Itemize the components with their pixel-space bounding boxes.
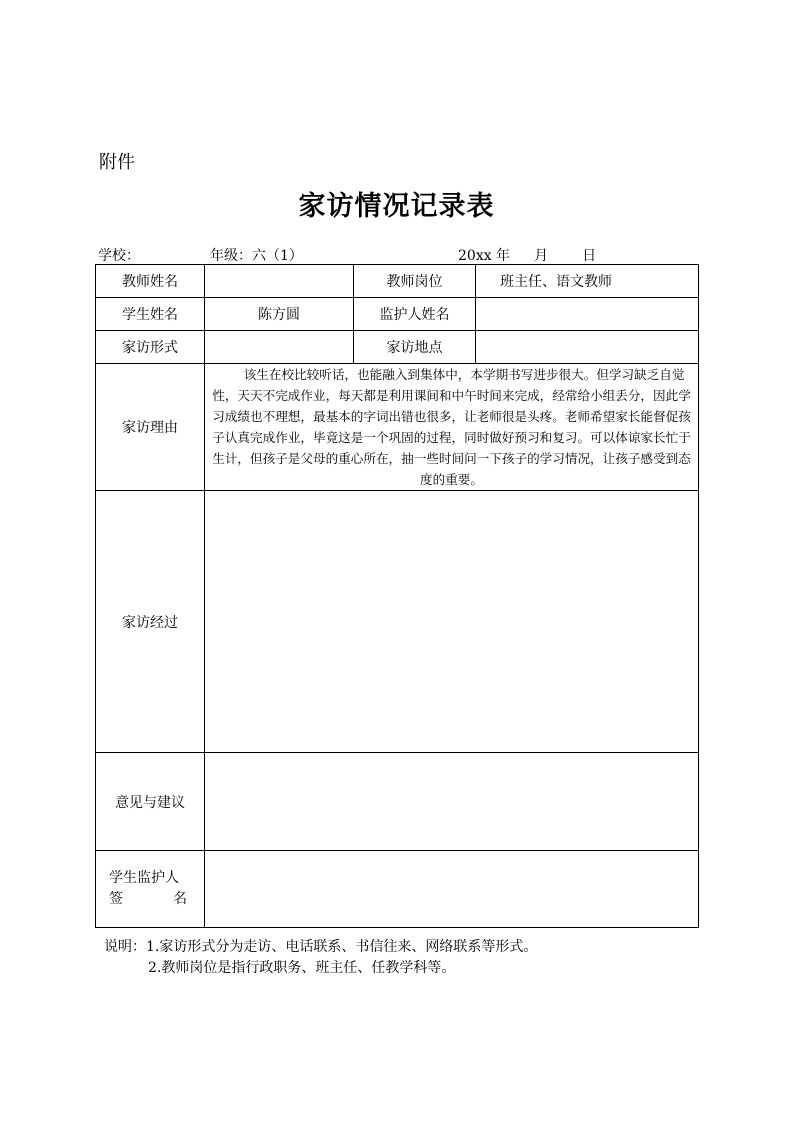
guardian-signature-label-line2 xyxy=(109,889,187,910)
grade-field xyxy=(210,245,303,265)
attachment-label: 附件 xyxy=(99,152,135,173)
visit-place-value[interactable] xyxy=(476,331,699,364)
grade-label: 年级： xyxy=(210,248,252,264)
date-year: 20xx 年 xyxy=(458,248,511,264)
guardian-signature-label xyxy=(96,851,205,928)
signature-char-2: 名 xyxy=(173,891,187,907)
opinion-label: 意见与建议 xyxy=(96,753,205,851)
guardian-name-label: 监护人姓名 xyxy=(354,298,476,331)
visit-process-value[interactable] xyxy=(205,491,699,753)
table-row xyxy=(96,364,699,491)
visit-reason-label: 家访理由 xyxy=(96,364,205,491)
table-row xyxy=(96,331,699,364)
note-line-1: 说明：1.家访形式分为走访、电话联系、书信往来、网络联系等形式。 xyxy=(104,939,538,955)
visit-reason-value[interactable]: 该生在校比较听话，也能融入到集体中，本学期书写进步很大。但学习缺乏自觉性，天天不完成作业，每天都是利用课间和中午时间来完成，经常给小组丢分，因此学习成绩也不理想，最基本的字词出错也很多，让老师很是头疼。老师希望家长能督促孩子认真完成作业，毕竟这是一个巩固的过程，同时做好预习和复习。可以体谅家长忙于生计，但孩子是父母的重心所在，抽一些时间问一下孩子的学习情况，让孩子感受到态度的重要。 xyxy=(205,364,699,491)
date-day: 日 xyxy=(582,248,597,264)
teacher-post-value[interactable]: 班主任、语文教师 xyxy=(476,265,699,298)
student-name-label: 学生姓名 xyxy=(96,298,205,331)
opinion-value[interactable] xyxy=(205,753,699,851)
visit-form-label: 家访形式 xyxy=(96,331,205,364)
visit-place-label: 家访地点 xyxy=(354,331,476,364)
signature-char-1: 签 xyxy=(109,891,123,907)
guardian-signature-label-line1: 学生监护人 xyxy=(109,870,179,886)
table-row xyxy=(96,851,699,928)
teacher-name-label: 教师姓名 xyxy=(96,265,205,298)
teacher-name-value[interactable] xyxy=(205,265,354,298)
table-row xyxy=(96,298,699,331)
visit-process-label: 家访经过 xyxy=(96,491,205,753)
visit-form-value[interactable] xyxy=(205,331,354,364)
teacher-post-label: 教师岗位 xyxy=(354,265,476,298)
guardian-name-value[interactable] xyxy=(476,298,699,331)
form-title: 家访情况记录表 xyxy=(298,191,495,222)
table-row xyxy=(96,753,699,851)
notes-section xyxy=(104,937,537,979)
date-field xyxy=(458,245,596,265)
student-name-value[interactable]: 陈方圆 xyxy=(205,298,354,331)
date-month: 月 xyxy=(534,248,549,264)
school-label: 学校： xyxy=(98,248,140,264)
grade-value: 六（1） xyxy=(252,248,303,264)
note-line-2: 2.教师岗位是指行政职务、班主任、任教学科等。 xyxy=(148,960,456,976)
home-visit-record-table xyxy=(95,264,699,928)
table-row xyxy=(96,265,699,298)
table-row xyxy=(96,491,699,753)
guardian-signature-value[interactable] xyxy=(205,851,699,928)
